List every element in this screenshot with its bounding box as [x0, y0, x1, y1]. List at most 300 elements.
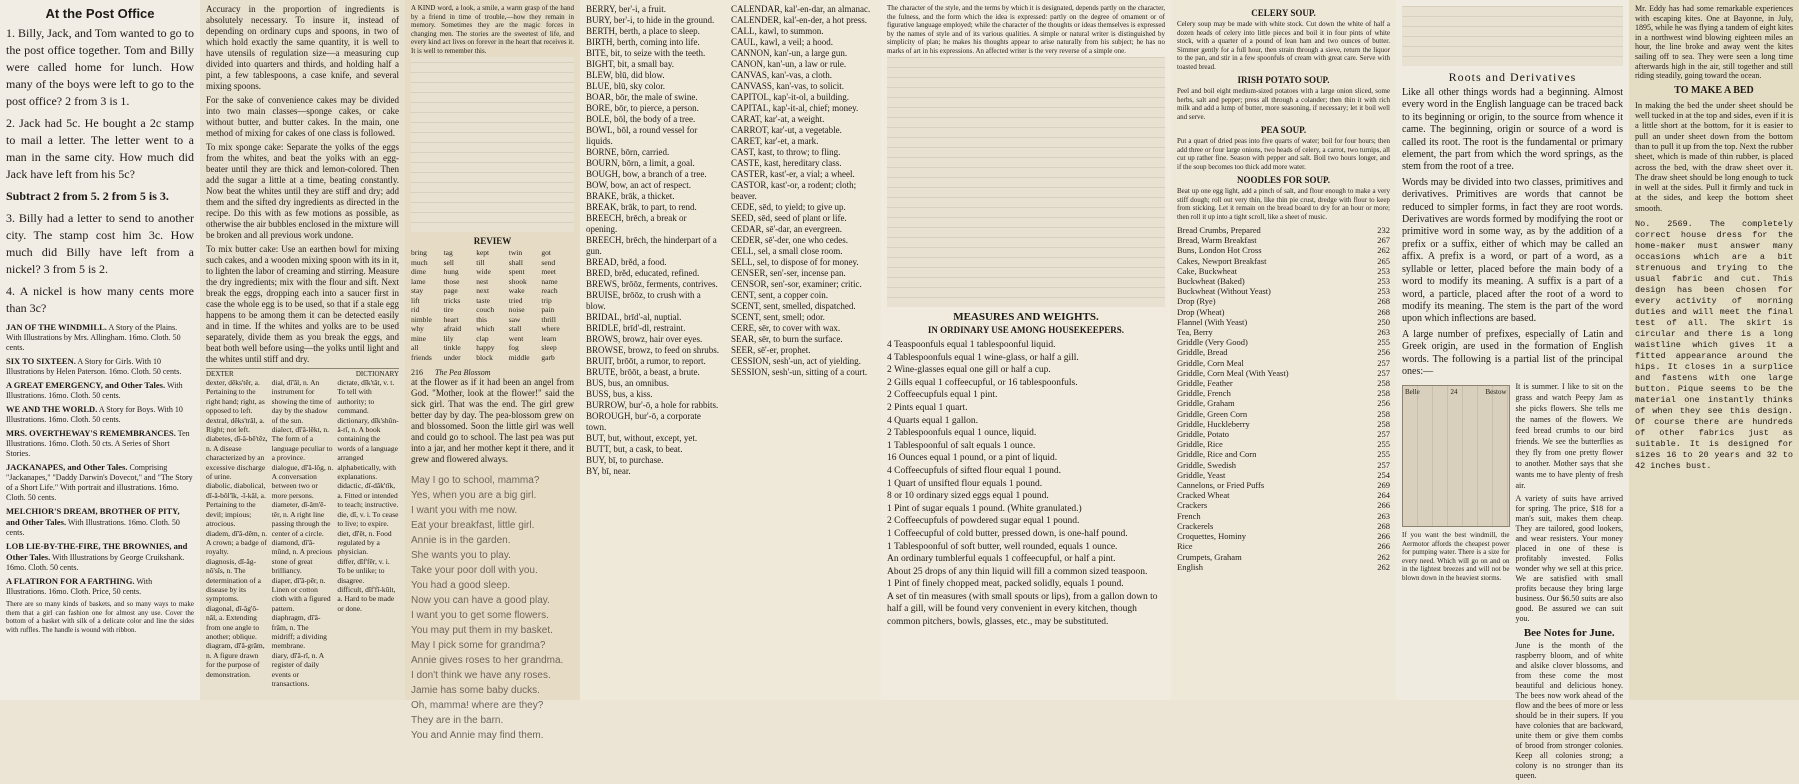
page-number: 216: [411, 368, 423, 377]
dictionary-header: [206, 368, 399, 378]
index-row: [1177, 470, 1390, 480]
dict-entry: differ, dĭf'fēr, v. i. To be unlike; to disagree.: [337, 556, 390, 585]
dict-entry: didactic, dī-dăk'tĭk, a. Fitted or intended to teach; instructive.: [337, 481, 399, 510]
homonym-entry: BREECH, brēch, the hinderpart of a gun.: [586, 235, 717, 256]
noodles-title: NOODLES FOR SOUP.: [1237, 175, 1330, 185]
index-page: 263: [1377, 327, 1390, 338]
homonym-entry: CENT, sent, a copper coin.: [731, 290, 829, 300]
story-text: at the flower as if it had been an angel from God. "Mother, look at the flower!" said the sick girl. That was the end. The girl grew better day by day. The pea-blossom grew on and blossomed. Soon the little girl was well and could go to school. The last pea was put into a jar, and her mother kept it there, and it grew and flowered always.: [411, 377, 574, 464]
index-label: Griddle, French: [1177, 388, 1231, 399]
index-page: 268: [1377, 306, 1390, 317]
review-word: stay: [411, 286, 424, 295]
bee-notes-title: Bee Notes for June.: [1523, 627, 1615, 640]
dict-entry: diet, dī'ĕt, n. Food regulated by a physician.: [337, 528, 392, 557]
review-title: REVIEW: [473, 236, 512, 246]
poem-line: I want you with me now.: [411, 505, 518, 516]
homonyms-b-column: [580, 0, 725, 700]
homonym-entry: BY, bī, near.: [586, 466, 631, 476]
index-row: [1177, 511, 1390, 521]
index-label: Bread, Warm Breakfast: [1177, 235, 1257, 246]
noodles-text: Beat up one egg light, add a pinch of salt, and flour enough to make a very stiff dough; roll out very thin, like thin pie crust, dredge with flour to keep from sticking. Let it remain on the bread board to dry for an hour or more; then roll it up into a tight scroll, like a sheet of music.: [1177, 187, 1390, 221]
review-word: lily: [443, 333, 454, 343]
index-page: 257: [1377, 429, 1390, 440]
faded-text-block: [411, 57, 574, 232]
review-word: went: [508, 333, 524, 343]
measure-entry: 1 Pint of sugar equals 1 pound. (White granulated.): [887, 503, 1082, 514]
homonym-entry: BIGHT, bit, a small bay.: [586, 59, 674, 69]
homonym-entry: CAPITAL, kap'-it-al, chief; money.: [731, 103, 859, 113]
review-word: under: [443, 352, 461, 362]
measure-entry: 2 Pints equal 1 quart.: [887, 402, 968, 413]
index-page: 255: [1377, 439, 1390, 450]
recipe-index: [1177, 225, 1390, 572]
irish-soup-text: Peel and boil eight medium-sized potatoes with a large onion sliced, some herbs, salt and pepper; press all through a colander; then thin it with rich milk and add a lump of butter, more seasoning, if necessary; let it boil well and serve.: [1177, 87, 1390, 121]
index-row: [1177, 378, 1390, 388]
index-label: Griddle, Potato: [1177, 429, 1229, 440]
dict-header-left: DEXTER: [206, 370, 234, 378]
review-word: lift: [411, 295, 420, 305]
review-word: learn: [541, 333, 557, 343]
index-row: [1177, 541, 1390, 551]
homonym-entry: CANON, kan'-un, a law or rule.: [731, 59, 847, 69]
measure-entry: 8 or 10 ordinary sized eggs equal 1 pound.: [887, 491, 1049, 502]
dict-entry: diaphragm, dī'ă-frăm, n. The midriff; a dividing membrane.: [271, 613, 327, 651]
review-word: dime: [411, 267, 426, 276]
index-page: 256: [1377, 398, 1390, 409]
review-word: meet: [541, 267, 556, 276]
index-row: [1177, 388, 1390, 398]
homonym-entry: CANVAS, kan'-vas, a cloth.: [731, 70, 832, 80]
index-row: [1177, 531, 1390, 541]
index-label: English: [1177, 561, 1203, 572]
index-label: Griddle, Huckleberry: [1177, 418, 1250, 429]
measure-entry: 1 Pint of finely chopped meat, packed solidly, equals 1 pound.: [887, 579, 1124, 590]
bee-notes-text: June is the month of the raspberry bloom, and of white and alsike clover blossoms, and from these come the most beautiful and delicious honey. The bees now work ahead of the flow and the bees of more or less should be in their supers. If you have colonies that are backward, unite them or give them combs of brood from stronger colonies. Keep all colonies strong; a colony is no stronger than its queen.: [1515, 641, 1623, 781]
index-page: 257: [1377, 357, 1390, 368]
index-page: 269: [1377, 480, 1390, 491]
index-row: [1177, 429, 1390, 439]
index-page: 267: [1377, 235, 1390, 246]
homonym-entry: BOW, bow, an act of respect.: [586, 180, 692, 190]
homonym-entry: CARROT, kar'-ut, a vegetable.: [731, 125, 842, 135]
review-word: where: [541, 324, 560, 333]
dict-entry: diaper, dī'ă-pēr, n. Linen or cotton cloth with a figured pattern.: [271, 575, 331, 613]
homonym-entry: BERRY, ber'-i, a fruit.: [586, 4, 666, 14]
index-label: Drop (Rye): [1177, 296, 1216, 307]
index-page: 232: [1377, 225, 1390, 235]
newspaper-clipping: [1402, 385, 1510, 527]
index-label: Griddle, Graham: [1177, 398, 1235, 409]
measure-entry: An ordinary tumblerful equals 1 coffeecupful, or half a pint.: [887, 554, 1116, 565]
review-word: those: [443, 276, 460, 286]
review-word: hung: [443, 267, 459, 276]
homonym-entry: CAST, kast, to throw; to fling.: [731, 147, 841, 157]
index-page: 253: [1377, 276, 1390, 287]
index-page: 258: [1377, 418, 1390, 429]
cake-column: [200, 0, 405, 700]
index-label: Griddle (Very Good): [1177, 337, 1248, 348]
index-label: Crackerels: [1177, 520, 1214, 531]
poem-line: You and Annie may find them.: [411, 730, 544, 741]
homonym-entry: BUTT, but, a cask, to beat.: [586, 444, 683, 454]
homonym-entry: BRED, brĕd, educated, refined.: [586, 268, 700, 278]
homonym-entry: BOURN, bōrn, a limit, a goal.: [586, 158, 695, 168]
homonym-entry: CASTER, kast'-er, a vial; a wheel.: [731, 169, 855, 179]
index-row: [1177, 449, 1390, 459]
dict-entry: diameter, dī-ăm'ē-tēr, n. A right line passing through the center of a circle.: [271, 500, 331, 538]
review-word: stall: [508, 324, 522, 333]
measure-entry: 2 Coffeecupfuls equal 1 pint.: [887, 390, 998, 401]
homonym-entry: BITE, bit, to seize with the teeth.: [586, 48, 706, 58]
index-page: 268: [1377, 520, 1390, 531]
index-label: Buckwheat (Baked): [1177, 276, 1245, 287]
index-page: 258: [1377, 378, 1390, 389]
summer-text: It is summer. I like to sit on the grass and watch Peepy Jam as she picks flowers. She tells me the names of the flowers. We feed bread crumbs to our bird friends. We see the butterflies as they fly from one pretty flower to another. Mother says that she wants me to have plenty of fresh air.: [1515, 382, 1623, 491]
index-row: [1177, 347, 1390, 357]
index-page: 256: [1377, 347, 1390, 358]
homonyms-c-column: [725, 0, 881, 700]
homonym-entry: BORNE, bōrn, carried.: [586, 147, 670, 157]
homonym-entry: CASTOR, kast'-or, a rodent; cloth; beaver.: [731, 180, 857, 201]
review-word: noise: [508, 305, 525, 314]
review-word: tire: [443, 305, 454, 314]
review-word: much: [411, 257, 428, 267]
measures-column: [881, 0, 1171, 700]
homonym-entry: CEDER, sē'-der, one who cedes.: [731, 235, 848, 245]
review-word: tricks: [443, 295, 461, 305]
index-page: 255: [1377, 337, 1390, 348]
dict-entry: diagonal, dī-ăg'ō-năl, a. Extending from one angle to another; oblique.: [206, 603, 260, 641]
index-row: [1177, 276, 1390, 286]
homonym-entry: CAPITOL, kap'-it-ol, a building.: [731, 92, 849, 102]
cake-paragraph: Accuracy in the proportion of ingredients is absolutely necessary. To insure it, instead of depending on ordinary cups and spoons, in two of which hold exactly the same quantity, it is well to have utensils of regulation size—a measuring cup divided into quarters and thirds, and holding half a pint, a few tablespoons, a case knife, and several mixing spoons.: [206, 4, 399, 91]
review-word: till: [476, 257, 485, 267]
homonym-entry: BLEW, blū, did blow.: [586, 70, 665, 80]
homonym-entry: BUS, bus, an omnibus.: [586, 378, 670, 388]
index-page: 266: [1377, 541, 1390, 552]
homonym-entry: BREECH, brēch, a break or opening.: [586, 213, 687, 234]
homonym-entry: SEED, sēd, seed of plant or life.: [731, 213, 847, 223]
review-word: pain: [541, 305, 555, 314]
book-item: A GREAT EMERGENCY, and Other Tales. With Illustrations. 16mo. Cloth. 50 cents.: [6, 380, 183, 400]
measure-entry: 16 Ounces equal 1 pound, or a pint of liquid.: [887, 453, 1058, 464]
measures-title: MEASURES AND WEIGHTS.: [953, 311, 1099, 323]
dict-entry: dialect, dī'ă-lĕkt, n. The form of a language peculiar to a province.: [271, 425, 333, 463]
review-word: bring: [411, 248, 427, 257]
book-item: JACKANAPES, and Other Tales. Comprising "Jackanapes," "Daddy Darwin's Dovecot," and "The Story of a Short Life." With portrait and illustrations. 16mo. Cloth. 50 cents.: [6, 462, 193, 502]
review-word: sell: [443, 257, 455, 267]
index-page: 253: [1377, 265, 1390, 276]
review-word: lame: [411, 276, 426, 286]
book-item: MELCHIOR'S DREAM, BROTHER OF PITY, and Other Tales. With Illustrations. 16mo. Cloth. 50 cents.: [6, 506, 180, 537]
review-word: block: [476, 352, 493, 362]
review-word: which: [476, 324, 495, 333]
review-word: heart: [443, 314, 459, 324]
index-page: 263: [1377, 510, 1390, 521]
homonym-entry: BOAR, bōr, the male of swine.: [586, 92, 698, 102]
review-word: tag: [443, 248, 453, 257]
review-word: page: [443, 286, 458, 295]
post-office-column: [0, 0, 200, 700]
homonym-entry: BROWSE, browz, to feed on shrubs.: [586, 345, 719, 355]
index-label: Buns, London Hot Cross: [1177, 245, 1262, 256]
homonym-entry: SEAR, sēr, to burn the surface.: [731, 334, 843, 344]
dict-entry: diary, dī'ă-rĭ, n. A register of daily events or transactions.: [271, 650, 324, 688]
homonym-entry: BRIDLE, brīd'-dl, restraint.: [586, 323, 686, 333]
homonym-entry: CARAT, kar'-at, a weight.: [731, 114, 825, 124]
index-page: 253: [1377, 286, 1390, 297]
dict-entry: diabetes, dī-ă-bē'tēz, n. A disease characterized by an excessive discharge of urine.: [206, 434, 268, 482]
poem-line: You had a good sleep.: [411, 580, 511, 591]
index-row: [1177, 225, 1390, 235]
homonym-entry: BREAD, brĕd, a food.: [586, 257, 667, 267]
homonym-entry: BRAKE, brāk, a thicket.: [586, 191, 675, 201]
index-label: Flannel (With Yeast): [1177, 316, 1248, 327]
review-word: tinkle: [443, 343, 461, 352]
index-row: [1177, 460, 1390, 470]
index-row: [1177, 245, 1390, 255]
index-label: Cakes, Newport Breakfast: [1177, 255, 1267, 266]
dictionary-entries: [206, 378, 399, 688]
homonym-entry: BRIDAL, brīd'-al, nuptial.: [586, 312, 682, 322]
poem-line: She wants you to play.: [411, 550, 511, 561]
review-word: why: [411, 324, 424, 333]
review-word: got: [541, 248, 551, 257]
index-page: 262: [1377, 245, 1390, 256]
measure-entry: 2 Coffeecupfuls of powdered sugar equal 1 pound.: [887, 516, 1080, 527]
index-row: [1177, 480, 1390, 490]
homonym-entry: BUSS, bus, a kiss.: [586, 389, 653, 399]
book-item: A FLATIRON FOR A FARTHING. With Illustrations. 16mo. Cloth. Price, 50 cents.: [6, 576, 153, 596]
index-label: French: [1177, 510, 1201, 521]
review-word: spent: [508, 267, 525, 276]
index-row: [1177, 409, 1390, 419]
pea-soup-title: PEA SOUP.: [1260, 125, 1307, 135]
dict-entry: diamond, dī'ă-mŭnd, n. A precious stone of great brilliancy.: [271, 537, 332, 576]
homonym-entry: BOROUGH, bur'-ō, a corporate town.: [586, 411, 701, 432]
clipping-label: 24: [1450, 388, 1458, 397]
dict-entry: diadem, dī'ă-dĕm, n. A crown; a badge of royalty.: [206, 528, 268, 557]
homonym-entry: BLUE, blū, sky color.: [586, 81, 665, 91]
index-label: Cannelons, or Fried Puffs: [1177, 480, 1265, 491]
problem-4: 4. A nickel is how many cents more than 3c?: [6, 284, 194, 315]
homonym-entry: CENSER, sen'-ser, incense pan.: [731, 268, 846, 278]
measure-entry: A set of tin measures (with small spouts or lips), from a gallon down to half a gill, will be found very convenient in every kitchen, though common pitchers, bowls, glasses, etc., may be substituted.: [887, 591, 1158, 628]
index-label: Griddle, Corn Meal (With Yeast): [1177, 367, 1289, 378]
review-word: clap: [476, 333, 489, 343]
index-row: [1177, 562, 1390, 572]
index-page: 266: [1377, 500, 1390, 511]
style-text: The character of the style, and the terms by which it is designated, depends partly on the character, the fulness, and the form which the idea is expressed: partly on the degree of ornament or of figurative language employed; while the character of the thoughts or ideas themselves is expressed by the names of style and of its various qualities. A simple or natural writer is distinguished by simplicity of plan; he makes his thoughts appear to arise naturally from his subject; he has no marks of art in his expressions. An affected writer is the very reverse of a simple one.: [887, 4, 1165, 55]
dict-entry: diabolic, diabolical, dī-ă-bŏl'ĭk, -ĭ-kăl, a. Pertaining to the devil; impious; atrocious.: [206, 481, 266, 529]
faded-text-block: [1402, 6, 1623, 66]
review-word: mine: [411, 333, 426, 343]
homonym-entry: SESSION, sesh'-un, sitting of a court.: [731, 367, 868, 377]
index-row: [1177, 266, 1390, 276]
index-label: Crackers: [1177, 500, 1208, 511]
problem-2: 2. Jack had 5c. He bought a 2c stamp to mail a letter. The letter went to a man in the same city. How much did Jack have left from his 5c?: [6, 116, 194, 181]
problem-2-subtract: Subtract 2 from 5. 2 from 5 is 3.: [6, 189, 169, 203]
homonym-entry: BOLE, bōl, the body of a tree.: [586, 114, 696, 124]
bed-column: [1629, 0, 1799, 700]
measure-entry: 2 Gills equal 1 coffeecupful, or 16 tablespoonfuls.: [887, 377, 1078, 388]
review-word: taste: [476, 295, 490, 305]
homonym-entry: CALENDER, kal'-en-der, a hot press.: [731, 15, 867, 25]
index-row: [1177, 398, 1390, 408]
review-word: nimble: [411, 314, 432, 324]
index-label: Buckwheat (Without Yeast): [1177, 286, 1271, 297]
review-word: happy: [476, 343, 495, 352]
index-label: Drop (Wheat): [1177, 306, 1225, 317]
homonym-entry: CALL, kawl, to summon.: [731, 26, 824, 36]
review-word: this: [476, 314, 488, 324]
index-page: 254: [1377, 469, 1390, 480]
pattern-text: No. 2569. The completely correct house dress for the home-maker must answer many occasions which are a bit strenuous and trying to the usual fabric and cut. This design has been chosen for every activity of morning duties and will meet the final test of all. The skirt is circular and there is a long waistline which gives it a fitted appearance around the hips. It closes in a surplice and fastens with one large button. Pique seems to be the material one instantly thinks of when they see this design. Of course there are hundreds of other fabrics just as suitable. It is designed for sizes 16 to 20 years and 32 to 42 inches bust.: [1635, 219, 1793, 472]
dict-entry: diagnosis, dī-ăg-nō'sĭs, n. The determination of a disease by its symptoms.: [206, 556, 261, 604]
homonym-entry: CESSION, sesh'-un, act of yielding.: [731, 356, 861, 366]
review-word: saw: [508, 314, 521, 324]
review-word: twin: [508, 248, 523, 257]
dict-entry: dialogue, dī'ă-lŏg, n. A conversation between two or more persons.: [271, 462, 334, 500]
measure-entry: 2 Tablespoonfuls equal 1 ounce, liquid.: [887, 428, 1037, 439]
measure-entry: 1 Tablespoonful of salt equals 1 ounce.: [887, 440, 1036, 451]
measures-subtitle: IN ORDINARY USE AMONG HOUSEKEEPERS.: [927, 325, 1125, 335]
index-row: [1177, 256, 1390, 266]
poem-line: Now you can have a good play.: [411, 595, 550, 606]
celery-soup-text: Celery soup may be made with white stock. Cut down the white of half a dozen heads of celery into little pieces and boil it in four pints of white stock, with a quarter of a pound of lean ham and two ounces of butter. Simmer gently for a full hour, then strain through a sieve, return the liquor to the pan, and stir in a few spoonfuls of cream with great care. Serve with toasted bread.: [1177, 20, 1390, 71]
homonym-entry: SELL, sel, to dispose of for money.: [731, 257, 859, 267]
index-label: Croquettes, Hominy: [1177, 531, 1246, 542]
index-row: [1177, 317, 1390, 327]
poem-line: Oh, mamma! where are they?: [411, 700, 544, 711]
windmill-ad: If you want the best windmill, the Aermotor affords the cheapest power for pumping water. There is a size for every need. Which will go on and on in the lightest breezes and will not be blown down in the heaviest storms.: [1402, 531, 1510, 582]
homonym-entry: BIRTH, berth, coming into life.: [586, 37, 700, 47]
index-label: Griddle, Feather: [1177, 378, 1233, 389]
story-title: The Pea Blossom: [435, 368, 491, 377]
poem-line: You may put them in my basket.: [411, 625, 553, 636]
index-label: Griddle, Green Corn: [1177, 408, 1248, 419]
review-word: tried: [508, 295, 523, 305]
homonym-entry: CALENDAR, kal'-en-dar, an almanac.: [731, 4, 871, 14]
basket-footer: There are so many kinds of baskets, and so many ways to make them that a girl can fashion one for almost any use. Cover the bottom of a basket with silk of a delicate color and line the sides with ruffles. The handle is wound with ribbon.: [6, 600, 194, 634]
pea-soup-text: Put a quart of dried peas into five quarts of water; boil for four hours; then add three or four large onions, two heads of celery, a carrot, two turnips, all cut up rather fine. Season with pepper and salt. Boil two hours longer, and if the soup becomes too thick add more water.: [1177, 137, 1390, 171]
reader-column: [405, 0, 580, 741]
review-word: trip: [541, 295, 552, 305]
dict-entry: difficult, dĭf'fĭ-kŭlt, a. Hard to be made or done.: [337, 584, 396, 613]
review-word: middle: [508, 352, 530, 362]
review-word: nest: [476, 276, 489, 286]
irish-soup-title: IRISH POTATO SOUP.: [1237, 75, 1330, 85]
review-word: rid: [411, 305, 420, 314]
homonym-entry: BOWL, bōl, a round vessel for liquids.: [586, 125, 698, 146]
make-bed-title: TO MAKE A BED: [1674, 84, 1754, 96]
measure-entry: 4 Quarts equal 1 gallon.: [887, 415, 979, 426]
homonym-entry: BREWS, brōōz, ferments, contrives.: [586, 279, 718, 289]
index-row: [1177, 358, 1390, 368]
poem-line: Eat your breakfast, little girl.: [411, 520, 535, 531]
index-page: 257: [1377, 459, 1390, 470]
homonym-entry: BROWS, browz, hair over eyes.: [586, 334, 703, 344]
homonym-entry: CELL, sel, a small close room.: [731, 246, 843, 256]
review-word: fog: [508, 343, 519, 352]
homonym-entry: BERTH, berth, a place to sleep.: [586, 26, 700, 36]
index-label: Griddle, Rice and Corn: [1177, 449, 1257, 460]
kind-word-text: A KIND word, a look, a smile, a warm grasp of the hand by a friend in time of trouble,—how they remain in memory. Sometimes they are the magic forces in changing men. The stories are the sweetest of life, and every kind act lives on forever in the heart that receives it. It is well to remember this.: [411, 4, 574, 55]
poem-line: I want you to get some flowers.: [411, 610, 549, 621]
review-word: wide: [476, 267, 491, 276]
poem-line: I don't think we have any roses.: [411, 670, 551, 681]
problem-3: 3. Billy had a letter to send to another city. The stamp cost him 3c. How much did Billy have left from a nickel? 3 from 5 is 2.: [6, 211, 194, 276]
homonym-entry: CANVASS, kan'-vas, to solicit.: [731, 81, 844, 91]
review-word: name: [541, 276, 558, 286]
homonym-entry: SCENT, sent, smelled, dispatched.: [731, 301, 856, 311]
poem-line: Annie gives roses to her grandma.: [411, 655, 564, 666]
dict-entry: dictionary, dĭk'shŭn-ă-rĭ, n. A book containing the words of a language arranged alphabetically, with explanations.: [337, 415, 399, 482]
homonym-entry: BURY, ber'-i, to hide in the ground.: [586, 15, 715, 25]
index-row: [1177, 439, 1390, 449]
clipping-label: Bestow: [1485, 388, 1507, 397]
index-row: [1177, 296, 1390, 306]
roots-title: Roots and Derivatives: [1448, 70, 1577, 84]
dict-entry: diagram, dī'ă-grăm, n. A figure drawn for the purpose of demonstration.: [206, 641, 265, 679]
dict-entry: dial, dī'ăl, n. An instrument for showing the time of day by the shadow of the sun.: [271, 378, 332, 425]
index-row: [1177, 307, 1390, 317]
review-word: kept: [476, 248, 490, 257]
poem-line: Yes, when you are a big girl.: [411, 490, 537, 501]
index-label: Griddle, Yeast: [1177, 469, 1226, 480]
dict-header-right: DICTIONARY: [355, 370, 399, 378]
poem-line: Annie is in the garden.: [411, 535, 511, 546]
homonym-entry: CENSOR, sen'-sor, examiner; critic.: [731, 279, 862, 289]
index-label: Griddle, Bread: [1177, 347, 1228, 358]
review-word: friends: [411, 352, 432, 362]
homonym-entry: BUY, bī, to purchase.: [586, 455, 664, 465]
index-page: 258: [1377, 388, 1390, 399]
index-page: 255: [1377, 449, 1390, 460]
index-page: 262: [1377, 551, 1390, 562]
index-row: [1177, 490, 1390, 500]
celery-soup-title: CELERY SOUP.: [1251, 8, 1316, 18]
index-page: 258: [1377, 408, 1390, 419]
measures-list: [887, 339, 1165, 629]
index-label: Rice: [1177, 541, 1193, 552]
review-word: couch: [476, 305, 495, 314]
poem: [411, 473, 574, 743]
index-row: [1177, 327, 1390, 337]
index-row: [1177, 552, 1390, 562]
story-header: [411, 368, 574, 377]
roots-paragraph: Like all other things words had a beginning. Almost every word in the English language can be traced back to its beginning or origin, to the source from whence it came. The beginning, origin or source of a word is called its root. The root is the fundamental or primary element, the part from which the word springs, as the stem from the root of a tree.: [1402, 87, 1623, 173]
homonym-entry: BRUIT, brōōt, a rumor, to report.: [586, 356, 706, 366]
book-item: JAN OF THE WINDMILL. A Story of the Plains. With Illustrations by Mrs. Allingham. 16mo. Cloth. 50 cents.: [6, 322, 181, 352]
homonym-entry: BRUISE, brōōz, to crush with a blow.: [586, 290, 701, 311]
book-item: SIX TO SIXTEEN. A Story for Girls. With 10 Illustrations by Helen Paterson. 16mo. Cloth. 50 cents.: [6, 356, 182, 376]
index-page: 250: [1377, 316, 1390, 327]
measure-entry: 1 Coffeecupful of cold butter, pressed down, is one-half pound.: [887, 528, 1128, 539]
poem-line: Take your poor doll with you.: [411, 565, 538, 576]
measure-entry: 4 Coffeecupfuls of sifted flour equal 1 pound.: [887, 465, 1061, 476]
index-label: Griddle, Corn Meal: [1177, 357, 1244, 368]
index-row: [1177, 286, 1390, 296]
homonym-entry: CASTE, kast, hereditary class.: [731, 158, 842, 168]
measure-entry: 2 Wine-glasses equal one gill or half a cup.: [887, 365, 1051, 376]
review-word: garb: [541, 352, 555, 362]
clipping-label: Belle: [1405, 388, 1420, 397]
index-page: 264: [1377, 490, 1390, 501]
review-word: shook: [508, 276, 527, 286]
index-row: [1177, 521, 1390, 531]
book-item: LOB LIE-BY-THE-FIRE, THE BROWNIES, and Other Tales. With Illustrations by George Cruikshank. 16mo. Cloth. 50 cents.: [6, 541, 188, 572]
